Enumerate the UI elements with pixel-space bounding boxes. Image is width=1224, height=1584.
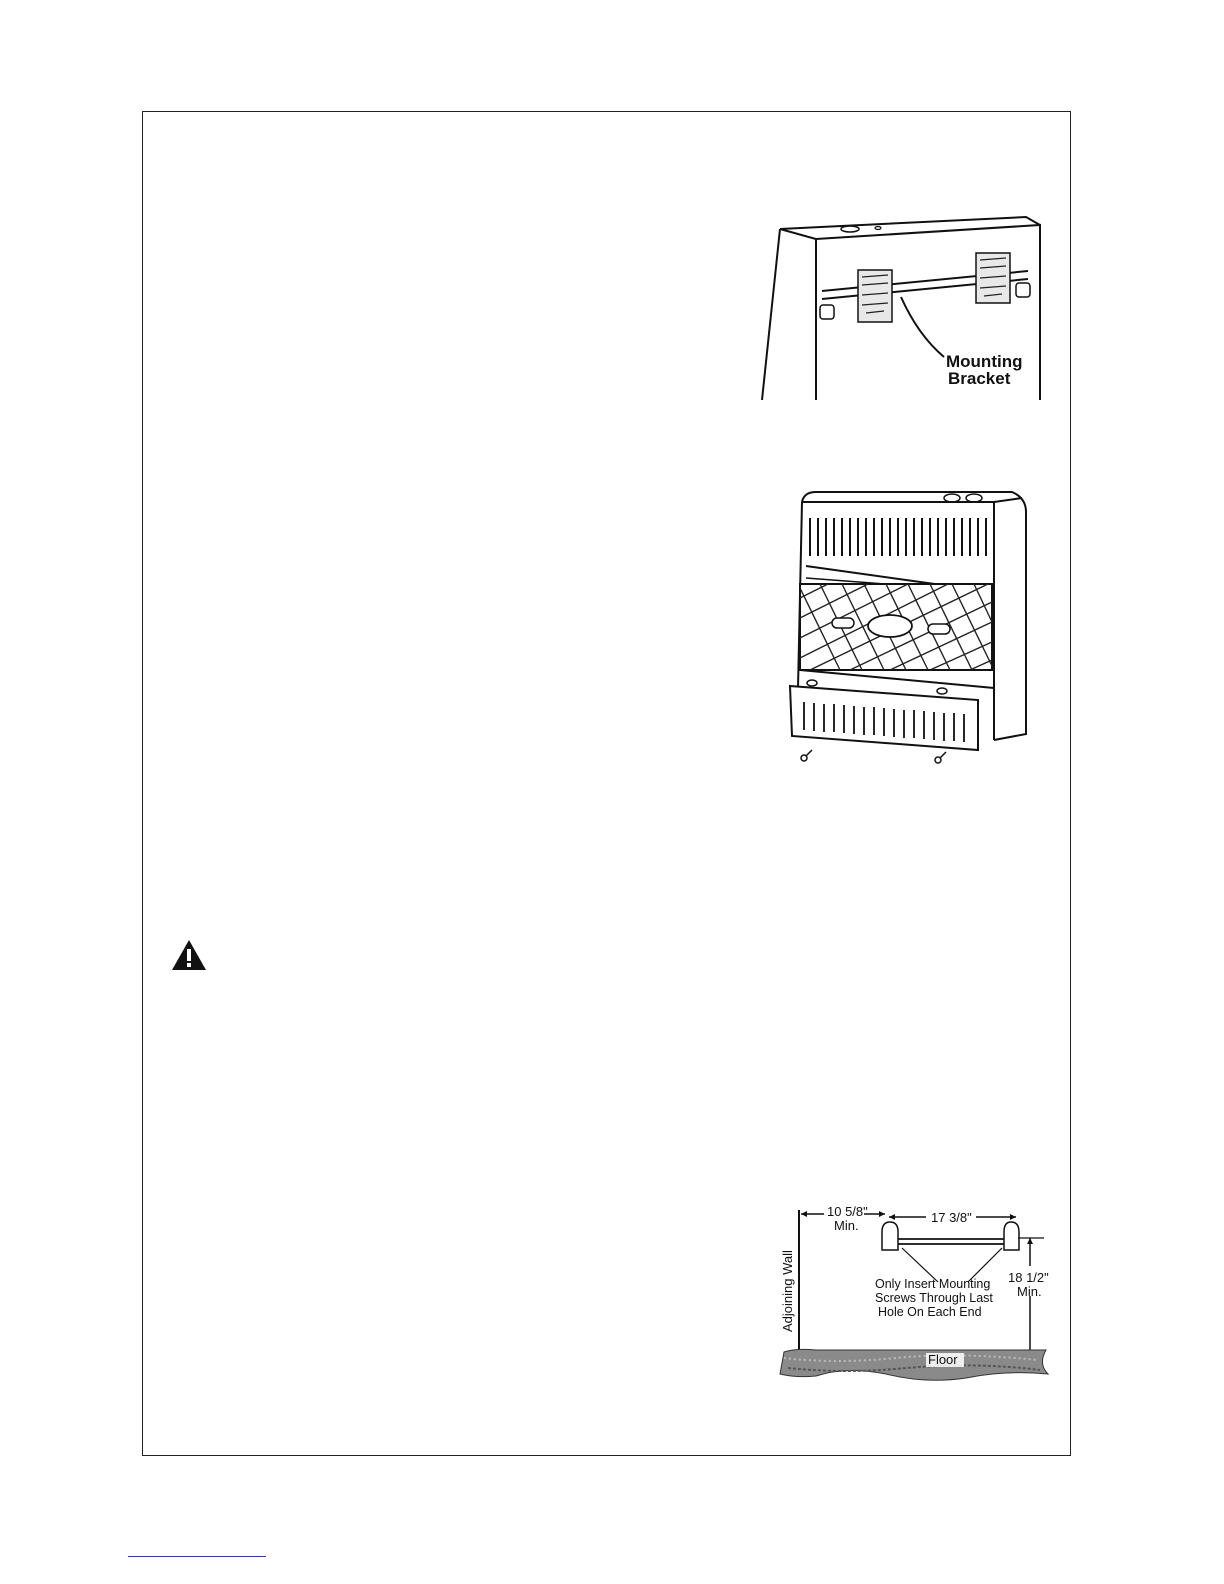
adjoining-wall-label: Adjoining Wall bbox=[780, 1250, 795, 1332]
dim-right-min: Min. bbox=[1017, 1284, 1042, 1299]
dim-left-min: Min. bbox=[834, 1218, 859, 1233]
footer-link-rule bbox=[128, 1556, 266, 1557]
bracket-label: Bracket bbox=[948, 369, 1011, 388]
note-line-1: Only Insert Mounting bbox=[875, 1277, 991, 1291]
mounting-dimensions-figure bbox=[776, 1198, 1056, 1383]
dim-right-value: 18 1/2" bbox=[1008, 1270, 1049, 1285]
dim-top-value: 17 3/8" bbox=[931, 1210, 972, 1225]
note-line-3: Hole On Each End bbox=[878, 1305, 982, 1319]
dim-left-value: 10 5/8" bbox=[827, 1204, 868, 1219]
warning-triangle-icon bbox=[170, 938, 208, 972]
mounting-bracket-figure bbox=[758, 215, 1048, 405]
mounting-label: Mounting bbox=[946, 352, 1023, 371]
floor-label: Floor bbox=[928, 1352, 958, 1367]
heater-front-figure bbox=[782, 488, 1042, 768]
note-line-2: Screws Through Last bbox=[875, 1291, 993, 1305]
